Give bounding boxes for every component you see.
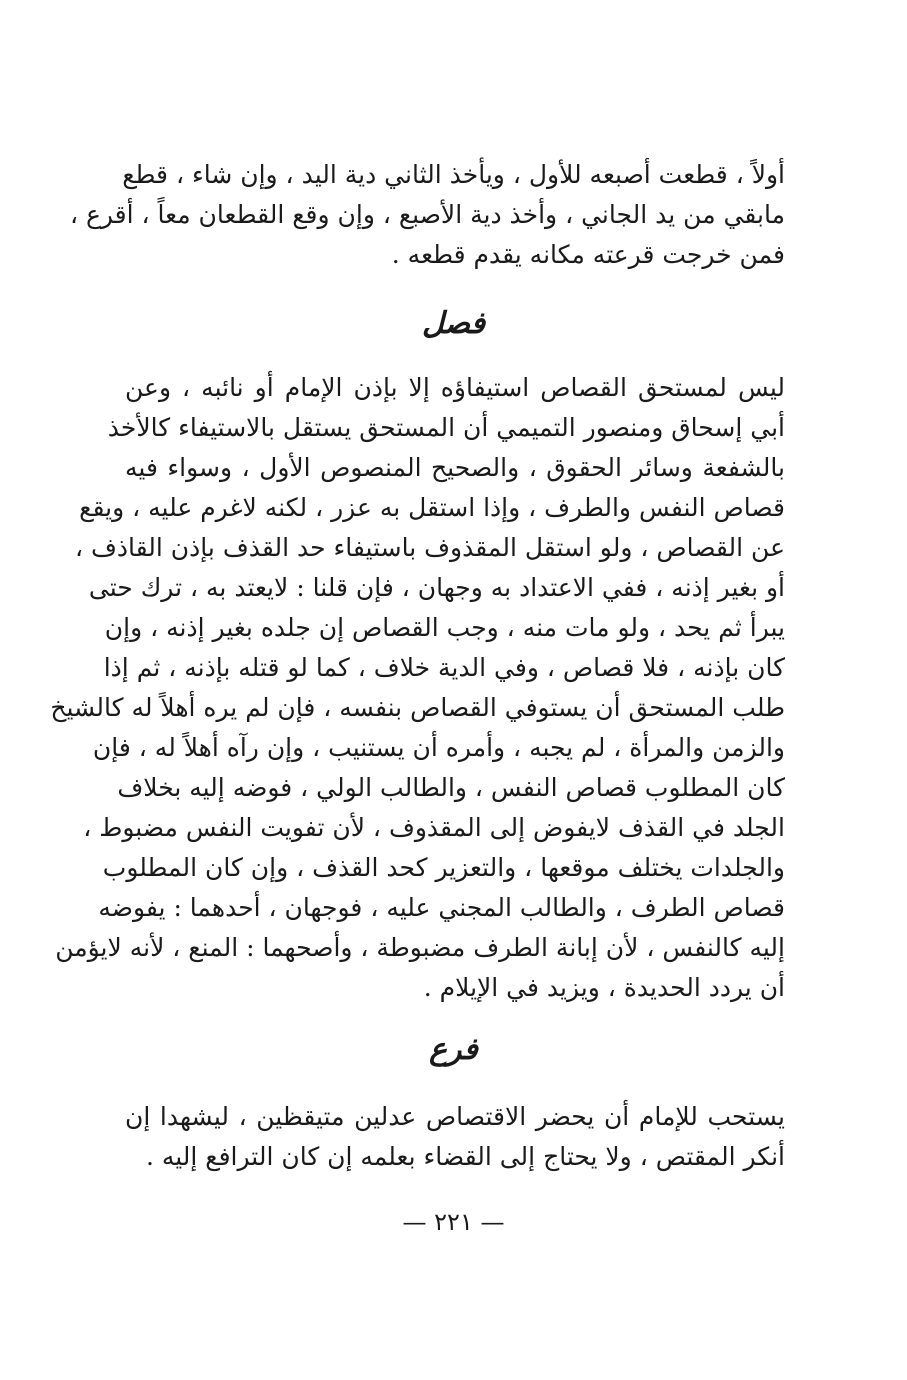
text-line: والزمن والمرأة ، لم يجبه ، وأمره أن يستنيب ، وإن رآه أهلاً له ، فإن <box>92 733 785 762</box>
text-line: أبي إسحاق ومنصور التميمي أن المستحق يستقل بالاستيفاء كالأخذ <box>107 413 785 442</box>
text-line: عن القصاص ، ولو استقل المقذوف باستيفاء حد القذف بإذن القاذف ، <box>74 533 785 562</box>
text-line: يبرأ ثم يحد ، ولو مات منه ، وجب القصاص إن جلده بغير إذنه ، وإن <box>104 613 785 642</box>
text-line: قصاص الطرف ، والطالب المجني عليه ، فوجهان ، أحدهما : يفوضه <box>98 893 785 922</box>
paragraph-continuation <box>69 155 785 275</box>
paragraph-fasl-body <box>50 368 785 1008</box>
text-line: بالشفعة وسائر الحقوق ، والصحيح المنصوص الأول ، وسواء فيه <box>125 453 785 482</box>
text-line: طلب المستحق أن يستوفي القصاص بنفسه ، فإن لم يره أهلاً له كالشيخ <box>50 693 785 722</box>
text-line: إليه كالنفس ، لأن إبانة الطرف مضبوطة ، وأصحهما : المنع ، لأنه لايؤمن <box>55 933 785 962</box>
text-line: والجلدات يختلف موقعها ، والتعزير كحد القذف ، وإن كان المطلوب <box>102 853 785 882</box>
text-line: يستحب للإمام أن يحضر الاقتصاص عدلين متيقظين ، ليشهدا إن <box>125 1102 785 1131</box>
text-line: الجلد في القذف لايفوض إلى المقذوف ، لأن تفويت النفس مضبوط ، <box>83 813 785 842</box>
text-line: قصاص النفس والطرف ، وإذا استقل به عزر ، لكنه لاغرم عليه ، ويقع <box>79 493 785 522</box>
text-line: أن يردد الحديدة ، ويزيد في الإيلام . <box>423 973 785 1002</box>
page-number: — ٢٢١ — <box>402 1208 505 1236</box>
text-line: كان المطلوب قصاص النفس ، والطالب الولي ، فوضه إليه بخلاف <box>117 773 785 802</box>
text-line: كان بإذنه ، فلا قصاص ، وفي الدية خلاف ، كما لو قتله بإذنه ، ثم إذا <box>103 653 785 682</box>
section-heading-fasl: فصل <box>421 306 486 341</box>
text-line: مابقي من يد الجاني ، وأخذ دية الأصبع ، وإن وقع القطعان معاً ، أقرع ، <box>69 200 785 229</box>
text-line: أنكر المقتص ، ولا يحتاج إلى القضاء بعلمه إن كان الترافع إليه . <box>145 1142 785 1171</box>
text-line: فمن خرجت قرعته مكانه يقدم قطعه . <box>391 240 785 269</box>
text-line: أو بغير إذنه ، ففي الاعتداد به وجهان ، فإن قلنا : لايعتد به ، ترك حتى <box>88 573 785 602</box>
text-line: ليس لمستحق القصاص استيفاؤه إلا بإذن الإمام أو نائبه ، وعن <box>125 373 785 402</box>
text-line: أولاً ، قطعت أصبعه للأول ، ويأخذ الثاني دية اليد ، وإن شاء ، قطع <box>122 160 785 189</box>
paragraph-far-body <box>125 1097 785 1177</box>
section-heading-far: فرع <box>429 1032 478 1067</box>
